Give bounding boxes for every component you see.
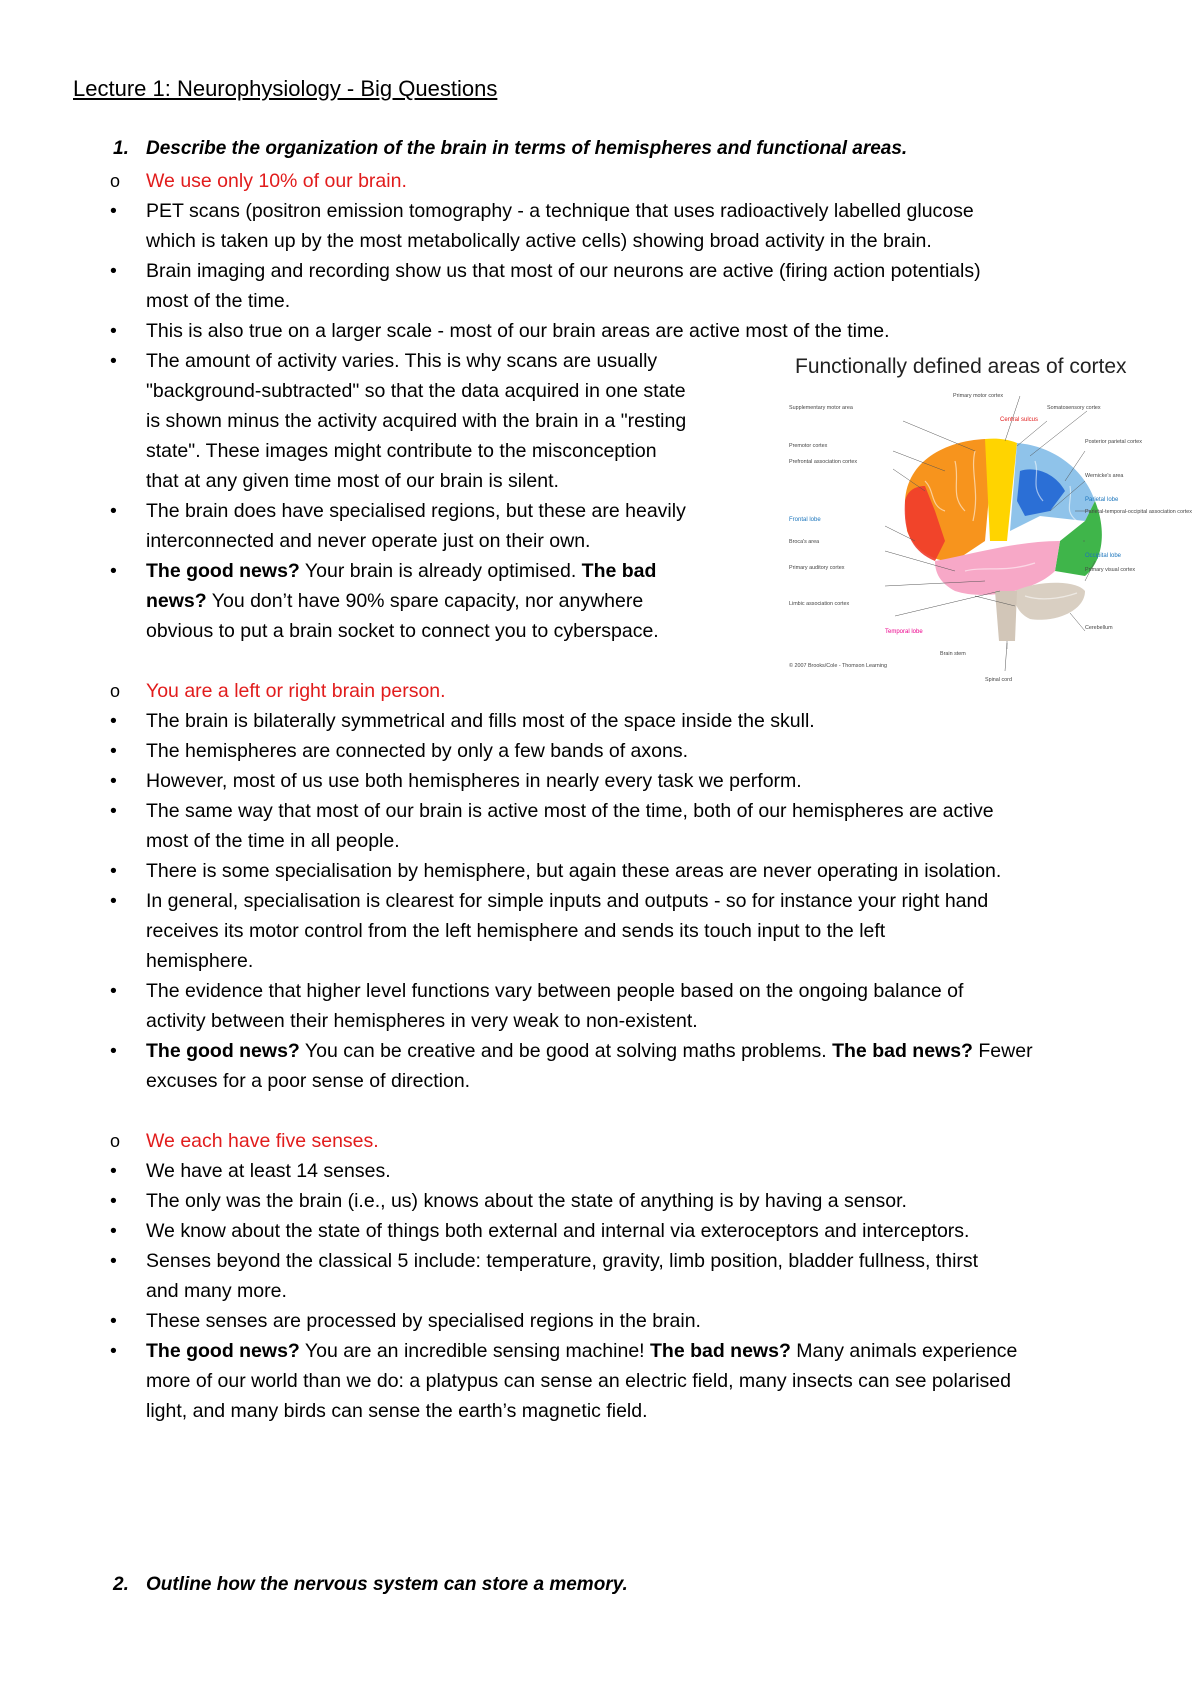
bullet-text: These senses are processed by specialised regions in the brain. [146, 1310, 701, 1332]
bullet-text [146, 1336, 1017, 1366]
primary-visual-label: Primary visual cortex [1085, 567, 1136, 573]
question-number: 1. [113, 138, 129, 159]
somatosensory-label: Somatosensory cortex [1047, 405, 1101, 411]
primary-auditory-label: Primary auditory cortex [789, 565, 845, 571]
bullet-text: The evidence that higher level functions vary between people based on the ongoing balance of [146, 980, 964, 1002]
bullet-text-part: Many animals experience [790, 1340, 1018, 1362]
bullet-text: more of our world than we do: a platypus can sense an electric field, many insects can see polarised [146, 1370, 1011, 1392]
bullet-text [146, 1036, 1033, 1066]
limbic-label: Limbic association cortex [789, 601, 850, 607]
question-text: Outline how the nervous system can store a memory. [146, 1574, 628, 1595]
bullet-marker: • [110, 1040, 117, 1062]
bullet-marker: • [110, 980, 117, 1002]
question-text: Describe the organization of the brain in terms of hemispheres and functional areas. [146, 138, 908, 159]
bullet-text [146, 556, 656, 586]
bullet-text [146, 586, 643, 616]
bullet-marker: • [110, 260, 117, 282]
bullet-text: is shown minus the activity acquired with the brain in a "resting [146, 410, 687, 432]
bullet-marker: • [110, 1250, 117, 1272]
bullet-marker: • [110, 1220, 117, 1242]
bullet-text: hemisphere. [146, 950, 254, 972]
bullet-marker: • [110, 1310, 117, 1332]
myth-text: You are a left or right brain person. [146, 680, 446, 702]
ptoa-label: Parietal-temporal-occipital association cortex [1085, 509, 1192, 515]
bullet-text: that at any given time most of our brain is silent. [146, 470, 559, 492]
bullet-text: receives its motor control from the left hemisphere and sends its touch input to the left [146, 920, 886, 942]
bullet-text: and many more. [146, 1280, 287, 1302]
bad-news-label: The bad news? [650, 1340, 791, 1362]
good-news-label: The good news? [146, 1340, 300, 1362]
bullet-text: excuses for a poor sense of direction. [146, 1070, 471, 1092]
bullet-text: We have at least 14 senses. [146, 1160, 391, 1182]
brocas-label: Broca's area [789, 539, 820, 545]
bullet-text: In general, specialisation is clearest for simple inputs and outputs - so for instance your right hand [146, 890, 989, 912]
copyright-label: © 2007 Brooks/Cole - Thomson Learning [789, 663, 887, 669]
bullet-marker: • [110, 320, 117, 342]
bullet-text: most of the time. [146, 290, 291, 312]
bullet-text: Senses beyond the classical 5 include: temperature, gravity, limb position, bladder fullness, thirst [146, 1250, 979, 1272]
bullet-marker: • [110, 710, 117, 732]
bullet-marker: • [110, 560, 117, 582]
brain-diagram [785, 391, 1195, 685]
bullet-marker: • [110, 1340, 117, 1362]
primary-motor-label: Primary motor cortex [953, 393, 1004, 399]
bullet-text: The only was the brain (i.e., us) knows about the state of anything is by having a sensor. [146, 1190, 907, 1212]
bad-news-label: The bad news? [832, 1040, 973, 1062]
bullet-text-part: Fewer [972, 1040, 1033, 1062]
bullet-marker: • [110, 1190, 117, 1212]
bullet-marker: • [110, 770, 117, 792]
brain-cortex-figure [785, 355, 1195, 685]
bullet-text: which is taken up by the most metabolically active cells) showing broad activity in the brain. [146, 230, 932, 252]
bullet-marker: • [110, 350, 117, 372]
circle-marker: o [110, 1131, 121, 1151]
figure-title: Functionally defined areas of cortex [795, 355, 1127, 378]
occipital-lobe-label: Occipital lobe [1085, 553, 1122, 559]
bullet-text: This is also true on a larger scale - most of our brain areas are active most of the time. [146, 320, 890, 342]
bad-news-label: news? [146, 590, 207, 612]
prefrontal-label: Prefrontal association cortex [789, 459, 858, 465]
supp-motor-label: Supplementary motor area [789, 405, 853, 411]
wernickes-label: Wernicke's area [1085, 473, 1124, 479]
circle-marker: o [110, 681, 121, 701]
temporal-lobe-label: Temporal lobe [885, 629, 923, 635]
parietal-lobe-label: Parietal lobe [1085, 497, 1119, 503]
bullet-text: There is some specialisation by hemisphere, but again these areas are never operating in isolation. [146, 860, 1002, 882]
question-number: 2. [113, 1574, 129, 1595]
frontal-lobe-label: Frontal lobe [789, 517, 821, 523]
bullet-text: Brain imaging and recording show us that most of our neurons are active (firing action potentials) [146, 260, 981, 282]
bullet-text-part: You are an incredible sensing machine! [299, 1340, 650, 1362]
bullet-text: light, and many birds can sense the earth’s magnetic field. [146, 1400, 648, 1422]
bullet-text: The same way that most of our brain is active most of the time, both of our hemispheres are active [146, 800, 994, 822]
bullet-text: The amount of activity varies. This is why scans are usually [146, 350, 658, 372]
bullet-marker: • [110, 860, 117, 882]
bullet-text: interconnected and never operate just on their own. [146, 530, 591, 552]
bullet-text-part: You can be creative and be good at solving maths problems. [299, 1040, 833, 1062]
bullet-marker: • [110, 1160, 117, 1182]
bullet-text: The brain does have specialised regions, but these are heavily [146, 500, 686, 522]
bullet-text: "background-subtracted" so that the data acquired in one state [146, 380, 686, 402]
bullet-marker: • [110, 890, 117, 912]
bullet-text: However, most of us use both hemispheres in nearly every task we perform. [146, 770, 802, 792]
bullet-marker: • [110, 200, 117, 222]
bad-news-label: The bad [581, 560, 657, 582]
cerebellum-region [1015, 583, 1085, 620]
myth-text: We use only 10% of our brain. [146, 170, 407, 192]
bullet-text: The hemispheres are connected by only a few bands of axons. [146, 740, 688, 762]
bullet-text: obvious to put a brain socket to connect you to cyberspace. [146, 620, 659, 642]
bullet-marker: • [110, 800, 117, 822]
cerebellum-label: Cerebellum [1085, 625, 1113, 631]
bullet-marker: • [110, 740, 117, 762]
bullet-text: state". These images might contribute to the misconception [146, 440, 657, 462]
bullet-text: The brain is bilaterally symmetrical and fills most of the space inside the skull. [146, 710, 815, 732]
bullet-text: We know about the state of things both external and internal via exteroceptors and interceptors. [146, 1220, 970, 1242]
good-news-label: The good news? [146, 560, 300, 582]
bullet-text-part: Your brain is already optimised. [299, 560, 582, 582]
bullet-text: most of the time in all people. [146, 830, 400, 852]
bullet-text-part: You don’t have 90% spare capacity, nor anywhere [206, 590, 644, 612]
page-title: Lecture 1: Neurophysiology - Big Questions [73, 76, 498, 101]
posterior-parietal-label: Posterior parietal cortex [1085, 439, 1142, 445]
bullet-text: PET scans (positron emission tomography - a technique that uses radioactively labelled glucose [146, 200, 974, 222]
central-sulcus-label: Central sulcus [1000, 417, 1039, 423]
spinal-cord-label: Spinal cord [985, 677, 1012, 683]
circle-marker: o [110, 171, 121, 191]
bullet-text: activity between their hemispheres in very weak to non-existent. [146, 1010, 698, 1032]
myth-text: We each have five senses. [146, 1130, 379, 1152]
brain-stem-label: Brain stem [940, 651, 966, 657]
premotor-label: Premotor cortex [789, 443, 828, 449]
good-news-label: The good news? [146, 1040, 300, 1062]
bullet-marker: • [110, 500, 117, 522]
brain-stem-region [995, 591, 1017, 641]
